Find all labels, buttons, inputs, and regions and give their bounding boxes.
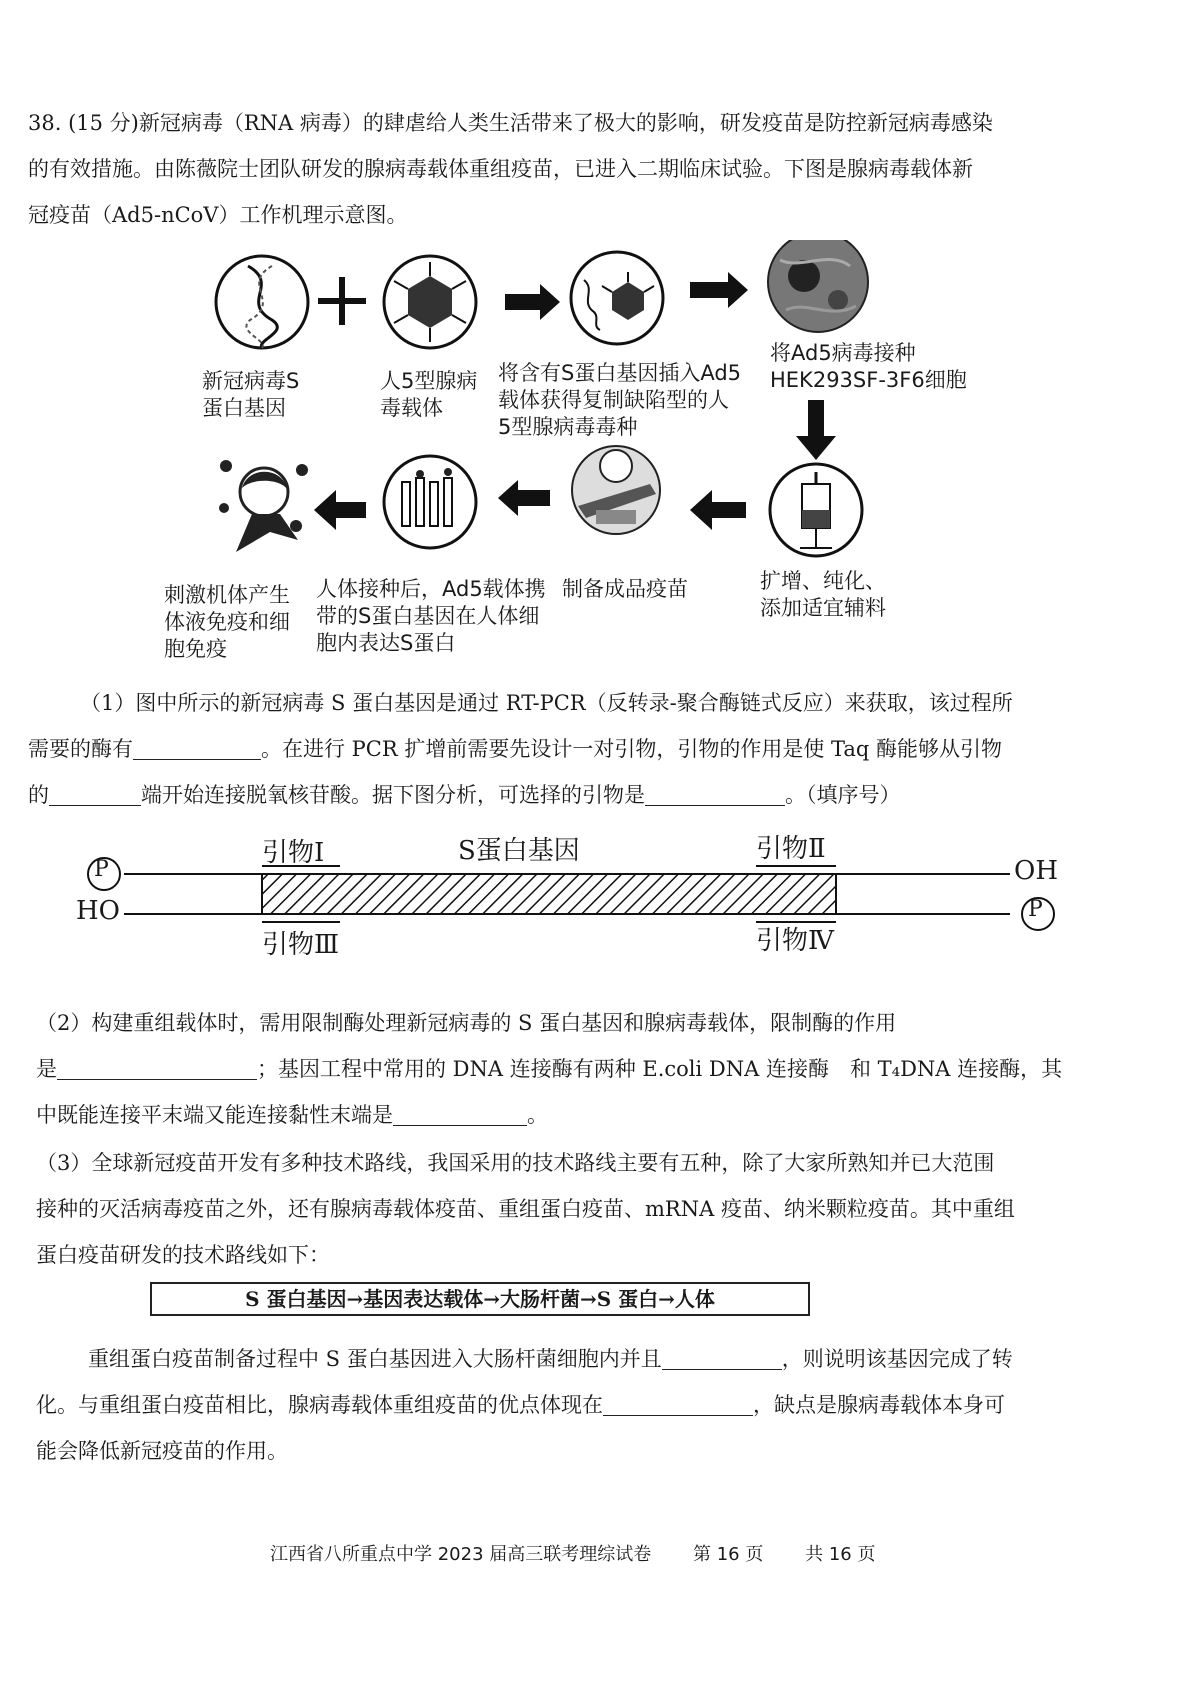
arrow-left-icon xyxy=(498,480,550,516)
question-intro xyxy=(28,100,993,238)
protein-vaccine-route-box: S 蛋白基因→基因表达载体→大肠杆菌→S 蛋白→人体 xyxy=(150,1282,810,1316)
primer-4-label: 引物Ⅳ xyxy=(756,926,834,956)
part-2-line-1: （2）构建重组载体时，需用限制酶处理新冠病毒的 S 蛋白基因和腺病毒载体，限制酶的作用 xyxy=(36,1011,897,1035)
primer-1-label: 引物Ⅰ xyxy=(262,838,325,868)
recombinant-virus-icon xyxy=(571,252,663,344)
part-3-line-3: 蛋白疫苗研发的技术路线如下： xyxy=(36,1243,330,1267)
answer-blank-restriction-enzyme[interactable] xyxy=(57,1057,257,1080)
arrow-right-icon xyxy=(505,284,560,320)
phosphate-left-label: P xyxy=(94,857,109,882)
flow-step-5-label: 扩增、纯化、 添加适宜辅料 xyxy=(760,569,886,620)
purification-icon xyxy=(770,464,862,556)
answer-blank-primers[interactable] xyxy=(645,783,785,806)
answer-blank-end[interactable] xyxy=(49,783,141,806)
part-3-line-5: 化。与重组蛋白疫苗相比，腺病毒载体重组疫苗的优点体现在 ，缺点是腺病毒载体本身可 xyxy=(36,1393,1005,1417)
cell-expression-icon xyxy=(384,456,476,548)
intro-line-1: 38. (15 分)新冠病毒（RNA 病毒）的肆虐给人类生活带来了极大的影响，研发疫苗是防控新冠病毒感染 xyxy=(28,111,993,135)
oh-end-label: OH xyxy=(1014,856,1058,886)
primer-2-label: 引物Ⅱ xyxy=(756,834,826,864)
s-gene-primer-diagram xyxy=(0,830,1200,980)
vaccine-production-icon xyxy=(572,446,660,534)
part-3-line-6: 能会降低新冠疫苗的作用。 xyxy=(36,1439,288,1463)
part-2-line-3: 中既能连接平末端又能连接黏性末端是 。 xyxy=(36,1103,548,1127)
part-3-continued xyxy=(36,1336,1013,1474)
arrow-left-icon xyxy=(690,490,746,530)
answer-blank-ligase[interactable] xyxy=(393,1103,527,1126)
part-3-line-1: （3）全球新冠疫苗开发有多种技术路线，我国采用的技术路线主要有五种，除了大家所熟知并已大范围 xyxy=(36,1151,995,1175)
intro-line-3: 冠疫苗（Ad5-nCoV）工作机理示意图。 xyxy=(28,203,408,227)
part-3 xyxy=(36,1140,1015,1278)
arrow-left-icon xyxy=(314,490,366,530)
part-3-line-4: 重组蛋白疫苗制备过程中 S 蛋白基因进入大肠杆菌细胞内并且 ，则说明该基因完成了转 xyxy=(88,1347,1013,1371)
arrow-down-icon xyxy=(796,400,836,460)
flow-step-3-label: 将含有S蛋白基因插入Ad5 载体获得复制缺陷型的人 5型腺病毒毒种 xyxy=(498,361,742,439)
part-3-line-2: 接种的灭活病毒疫苗之外，还有腺病毒载体疫苗、重组蛋白疫苗、mRNA 疫苗、纳米颗粒疫苗。其中重组 xyxy=(36,1197,1015,1221)
cell-culture-icon xyxy=(768,240,868,332)
flow-step-6-label: 制备成品疫苗 xyxy=(562,577,688,601)
phosphate-right-label: P xyxy=(1028,897,1043,922)
primer-3-label: 引物Ⅲ xyxy=(262,930,340,960)
answer-blank-advantage[interactable] xyxy=(603,1393,753,1416)
person-immunity-icon xyxy=(219,460,308,552)
flow-step-1-label: 新冠病毒S 蛋白基因 xyxy=(202,369,300,420)
page-number: 第 16 页 xyxy=(693,1544,764,1565)
flow-step-7-label: 人体接种后，Ad5载体携 带的S蛋白基因在人体细 胞内表达S蛋白 xyxy=(316,577,546,655)
exam-title: 江西省八所重点中学 2023 届高三联考理综试卷 xyxy=(270,1544,652,1565)
total-pages: 共 16 页 xyxy=(805,1544,876,1565)
part-1-line-2: 需要的酶有 。在进行 PCR 扩增前需要先设计一对引物，引物的作用是使 Taq 酶能够从引物 xyxy=(28,737,1003,761)
s-gene-region xyxy=(262,874,836,914)
flow-step-4-label: 将Ad5病毒接种 HEK293SF-3F6细胞 xyxy=(770,341,967,392)
part-1-line-3: 的 端开始连接脱氧核苷酸。据下图分析，可选择的引物是 。（填序号） xyxy=(28,783,901,807)
arrow-right-icon xyxy=(690,272,748,308)
intro-line-2: 的有效措施。由陈薇院士团队研发的腺病毒载体重组疫苗，已进入二期临床试验。下图是腺病毒载体新 xyxy=(28,157,973,181)
answer-blank-transformation[interactable] xyxy=(662,1347,782,1370)
ho-end-label: HO xyxy=(76,896,120,926)
dna-icon xyxy=(216,256,308,348)
answer-blank-enzymes[interactable] xyxy=(133,737,261,760)
part-1 xyxy=(28,680,1013,818)
adenovirus-icon xyxy=(384,256,476,348)
part-2-line-2: 是 ；基因工程中常用的 DNA 连接酶有两种 E.coli DNA 连接酶 和 T₄DNA 连接酶，其 xyxy=(36,1057,1063,1081)
part-2 xyxy=(36,1000,1062,1138)
plus-icon xyxy=(318,277,366,325)
flow-step-8-label: 刺激机体产生 体液免疫和细 胞免疫 xyxy=(164,583,290,661)
flow-step-2-label: 人5型腺病 毒载体 xyxy=(380,369,478,420)
page-footer xyxy=(270,1540,911,1566)
s-gene-label: S蛋白基因 xyxy=(458,836,580,866)
part-1-line-1: （1）图中所示的新冠病毒 S 蛋白基因是通过 RT-PCR（反转录-聚合酶链式反应）来获取，该过程所 xyxy=(80,691,1013,715)
